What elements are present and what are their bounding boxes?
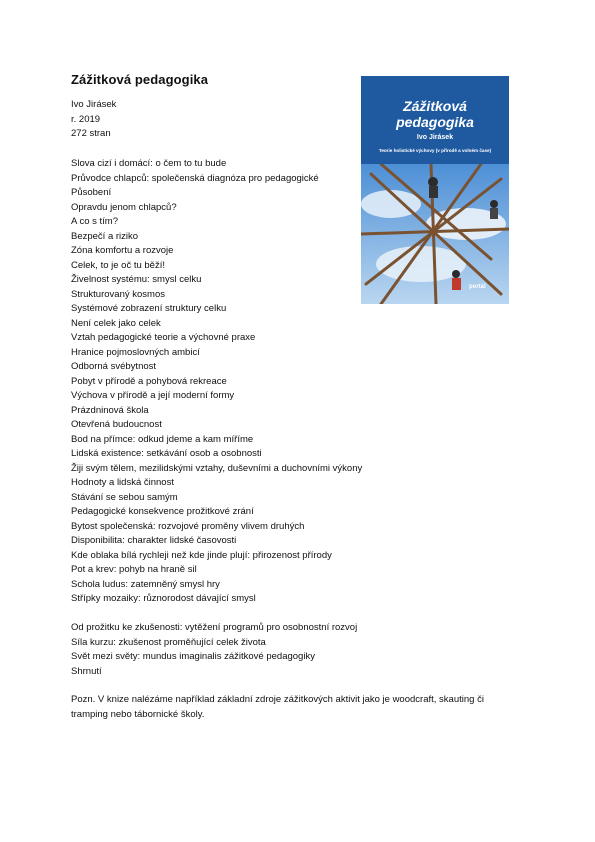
cover-title-line2: pedagogika bbox=[396, 114, 474, 130]
cover-author: Ivo Jirásek bbox=[416, 134, 454, 141]
toc-item: Opravdu jenom chlapců? bbox=[71, 201, 177, 213]
toc-item: Schola ludus: zatemněný smysl hry bbox=[71, 578, 220, 590]
cover-title-line1: Zážitková bbox=[403, 98, 467, 114]
toc-item: Střípky mozaiky: různorodost dávající smysl bbox=[71, 593, 256, 604]
toc-item: Celek, to je oč tu běží! bbox=[71, 259, 165, 271]
toc-item: Stávání se sebou samým bbox=[71, 491, 178, 503]
toc-item: Lidská existence: setkávání osob a osobnosti bbox=[71, 448, 262, 459]
book-meta bbox=[71, 98, 116, 142]
book-title: Zážitková pedagogika bbox=[71, 72, 209, 87]
toc-item: Průvodce chlapců: společenská diagnóza pro pedagogické bbox=[71, 172, 319, 184]
toc-item: Systémové zobrazení struktury celku bbox=[71, 303, 227, 314]
toc-item: Odborná svébytnost bbox=[71, 361, 157, 372]
toc-item: Zóna komfortu a rozvoje bbox=[71, 245, 174, 256]
toc-item: A co s tím? bbox=[71, 216, 118, 227]
cover-photo bbox=[361, 164, 509, 304]
cover-subtitle: Teorie holistické výchovy (v přírodě a volném čase) bbox=[378, 148, 492, 153]
toc-item: Bytost společenská: rozvojové proměny vlivem druhých bbox=[71, 520, 305, 532]
toc-item: Od prožitku ke zkušenosti: vytěžení programů pro osobnostní rozvoj bbox=[71, 622, 358, 633]
toc-item: Prázdninová škola bbox=[71, 404, 149, 416]
toc-item: Shrnutí bbox=[71, 665, 102, 677]
toc-item: Působení bbox=[71, 187, 112, 198]
toc-item: Není celek jako celek bbox=[71, 317, 161, 329]
toc-item: Kde oblaka bílá rychleji než kde jinde plují: přirozenost přírody bbox=[71, 549, 332, 561]
toc-item: Disponibilita: charakter lidské časovosti bbox=[71, 535, 237, 546]
toc-item: Hodnoty a lidská činnost bbox=[71, 477, 174, 488]
toc-item: Bezpečí a riziko bbox=[71, 230, 139, 242]
pages-line: 272 stran bbox=[71, 128, 111, 139]
toc-item: Hranice pojmoslovných ambicí bbox=[71, 346, 200, 358]
author-line: Ivo Jirásek bbox=[71, 99, 117, 110]
toc-item: Pedagogické konsekvence prožitkové zrání bbox=[71, 506, 254, 517]
toc-item: Pobyt v přírodě a pohybová rekreace bbox=[71, 375, 227, 387]
toc-item: Síla kurzu: zkušenost proměňující celek života bbox=[71, 636, 266, 648]
publisher-logo: portál bbox=[469, 284, 486, 290]
toc-item: Žiji svým tělem, mezilidskými vztahy, duševními a duchovními výkony bbox=[71, 462, 363, 474]
toc-item: Slova cizí i domácí: o čem to tu bude bbox=[71, 158, 227, 169]
toc-item: Strukturovaný kosmos bbox=[71, 288, 165, 300]
toc-item: Pot a krev: pohyb na hraně sil bbox=[71, 564, 197, 575]
toc-item: Vztah pedagogické teorie a výchovné praxe bbox=[71, 332, 256, 343]
toc-item: Výchova v přírodě a její moderní formy bbox=[71, 390, 235, 401]
year-line: r. 2019 bbox=[71, 113, 101, 125]
toc-item: Svět mezi světy: mundus imaginalis zážitkové pedagogiky bbox=[71, 651, 315, 662]
toc-item: Otevřená budoucnost bbox=[71, 419, 162, 430]
toc-item: Živelnost systému: smysl celku bbox=[71, 274, 202, 285]
table-of-contents-part2 bbox=[71, 621, 357, 679]
table-of-contents bbox=[71, 157, 362, 607]
toc-item: Bod na přímce: odkud jdeme a kam míříme bbox=[71, 433, 254, 445]
note-paragraph: Pozn. V knize nalézáme například základní zdroje zážitkových aktivit jako je woodcraft, skauting či tramping nebo tábornické školy. bbox=[71, 694, 484, 720]
book-cover-image bbox=[361, 76, 509, 304]
